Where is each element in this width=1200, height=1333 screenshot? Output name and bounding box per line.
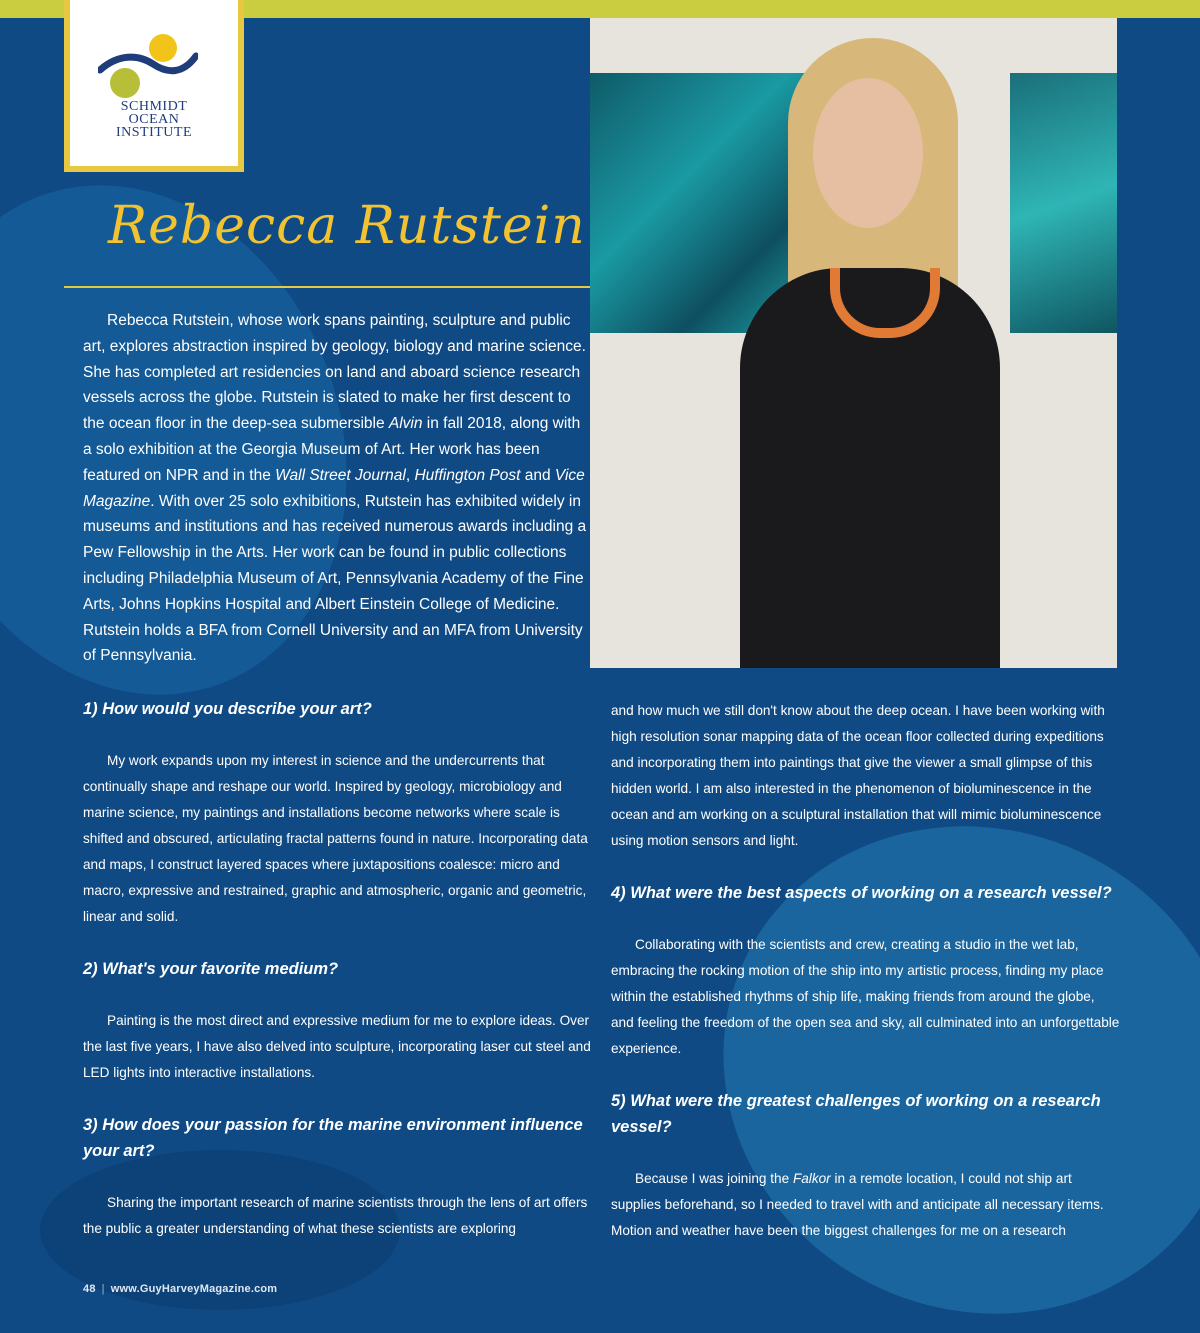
intro-text: . With over 25 solo exhibitions, Rutstein has exhibited widely in museums and institutions and has received numerous awards including a Pew Fellowship in the Arts. Her work can be found in public collections including Philadelphia Museum of Art, Pennsylvania Academy of the Fine Arts, Johns Hopkins Hospital and Albert Einstein College of Medicine. Rutstein holds a BFA from Cornell University and an MFA from University of Pennsylvania. <box>83 492 587 665</box>
intro-italic: Huffington Post <box>414 466 521 484</box>
answer-text: Because I was joining the <box>635 1171 793 1186</box>
answer-paragraph: My work expands upon my interest in science and the undercurrents that continually shape and reshape our world. Inspired by geology, microbiology and marine science, my paintings and installations become networks where scale is shifted and obscured, articulating fractal patterns found in nature. Incorporating data and maps, I construct layered spaces where juxtapositions coalesce: micro and macro, expressive and restrained, graphic and atmospheric, organic and geometric, linear and solid. <box>83 753 588 924</box>
question-heading: 3) How does your passion for the marine environment influence your art? <box>83 1116 583 1160</box>
logo-text <box>70 100 238 139</box>
answer-paragraph <box>611 1166 1121 1244</box>
page-number: 48 <box>83 1283 96 1295</box>
portrait-face <box>813 78 923 228</box>
background-painting <box>1010 73 1117 333</box>
logo-line: OCEAN <box>128 112 180 127</box>
intro-italic: Alvin <box>388 415 423 433</box>
intro-italic: Wall Street Journal <box>275 466 406 484</box>
right-column <box>611 698 1121 1244</box>
intro-italic: Vice Magazine <box>83 466 585 510</box>
portrait-photo <box>590 18 1117 668</box>
title-divider <box>64 286 590 288</box>
footer-separator: | <box>101 1283 105 1295</box>
intro-text: Rebecca Rutstein, whose work spans painting, sculpture and public art, explores abstraction inspired by geology, biology and marine science. She has completed art residencies on land and aboard science research vessels across the globe. Rutstein is slated to make her first descent to the ocean floor in the deep-sea submersible <box>83 312 586 433</box>
footer-url[interactable]: www.GuyHarveyMagazine.com <box>110 1283 278 1295</box>
logo-line: SCHMIDT <box>120 99 188 114</box>
page-footer <box>83 1283 277 1295</box>
answer-paragraph: Collaborating with the scientists and crew, creating a studio in the wet lab, embracing the rocking motion of the ship into my artistic process, finding my place within the established rhythms of ship life, making friends from around the globe, and feeling the freedom of the open sea and sky, all culminated into an unforgettable experience. <box>611 937 1120 1056</box>
logo-dot-icon <box>110 68 140 98</box>
question-heading: 2) What's your favorite medium? <box>83 960 339 978</box>
answer-paragraph: Sharing the important research of marine scientists through the lens of art offers the public a greater understanding of what these scientists are exploring <box>83 1195 588 1236</box>
intro-text: in fall 2018, along with a solo exhibition at the Georgia Museum of Art. Her work has been featured on NPR and in the <box>83 415 581 484</box>
question-heading: 1) How would you describe your art? <box>83 700 372 718</box>
answer-text: in a remote location, I could not ship art supplies beforehand, so I needed to travel with and anticipate all necessary items. Motion and weather have been the biggest challenges for me on a research <box>611 1171 1104 1238</box>
intro-paragraph <box>83 308 588 669</box>
answer-italic: Falkor <box>792 1171 831 1186</box>
answer-paragraph: Painting is the most direct and expressive medium for me to explore ideas. Over the last five years, I have also delved into sculpture, incorporating laser cut steel and LED lights into interactive installations. <box>83 1013 591 1080</box>
schmidt-ocean-institute-logo <box>64 0 244 172</box>
left-column <box>83 696 593 1242</box>
logo-line: INSTITUTE <box>115 125 193 140</box>
intro-text: , <box>405 466 415 484</box>
article-title: Rebecca Rutstein <box>108 196 586 256</box>
question-heading: 5) What were the greatest challenges of working on a research vessel? <box>611 1092 1101 1136</box>
intro-text: and <box>520 466 555 484</box>
question-heading: 4) What were the best aspects of working on a research vessel? <box>611 884 1112 902</box>
answer-paragraph-continued: and how much we still don't know about the deep ocean. I have been working with high resolution sonar mapping data of the ocean floor collected during expeditions and incorporating them into paintings that give the viewer a small glimpse of this hidden world. I am also interested in the phenomenon of bioluminescence in the ocean and am working on a sculptural installation that will mimic bioluminescence using motion sensors and light. <box>611 703 1105 848</box>
